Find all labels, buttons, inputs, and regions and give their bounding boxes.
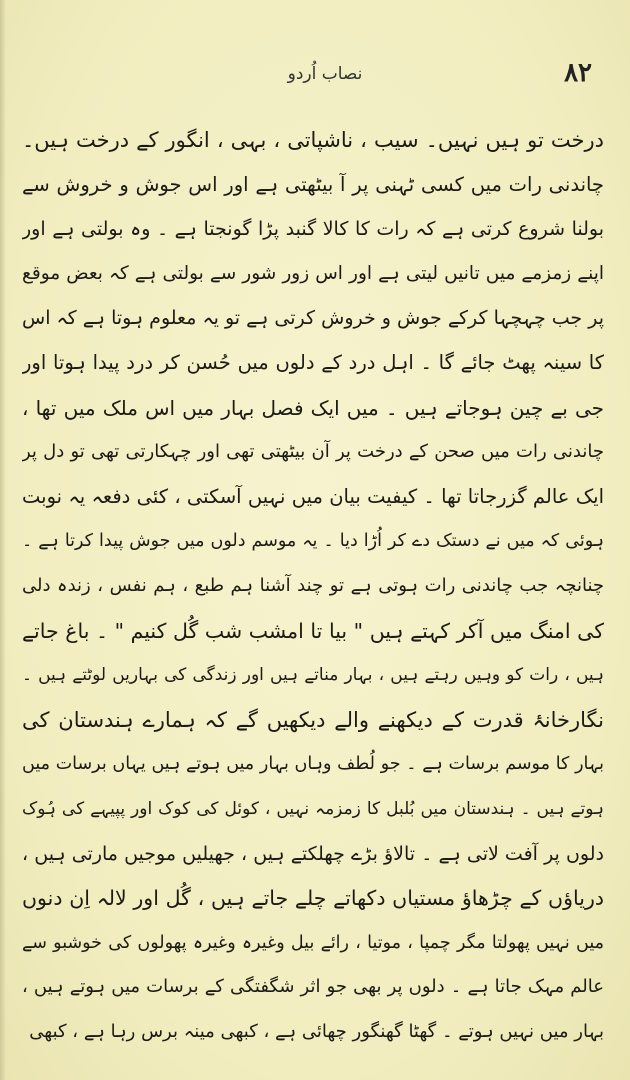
text-line: چاندنی رات میں کسی ٹہنی پر آ بیٹھتی ہے اور اس جوش و خروش سے (22, 172, 604, 196)
text-line: بہار میں نہیں ہوتے ۔ گھٹا گھنگور چھائی ہے ، کبھی مینہ برس رہا ہے ، کبھی (29, 1020, 604, 1042)
page-number: ۸۲ (564, 58, 592, 88)
page-edge-shadow (0, 0, 6, 1080)
page-header (40, 58, 610, 98)
text-line: نگارخانۂ قدرت کے دیکھنے والے دیکھیں گے کہ ہمارے ہندستان کی (22, 707, 604, 732)
text-line: پر جب چہچہا کرکے جوش و خروش کرتی ہے تو یہ معلوم ہوتا ہے کہ اس (22, 307, 604, 330)
text-line: کی امنگ میں آکر کہتے ہیں " بیا تا امشب شب گُل کنیم " ۔ باغ جاتے (22, 618, 604, 643)
text-line: کا سینہ پھٹ جائے گا ۔ اہل درد کے دلوں میں حُسن کر درد پیدا ہوتا اور (22, 350, 604, 374)
text-line: میں نہیں پھولتا مگر چمپا ، موتیا ، رائے بیل وغیرہ وغیرہ پھولوں کی خوشبو سے (22, 932, 604, 953)
text-line: ایک عالم گزرجاتا تھا ۔ کیفیت بیان میں نہیں آسکتی ، کئی دفعہ یہ نوبت (22, 484, 604, 508)
text-line: چاندنی رات میں صحن کے درخت پر آن بیٹھتی تھی اور چہکارتی تھی تو دل پر (22, 441, 604, 463)
text-line: عالم مہک جاتا ہے ۔ دلوں پر بھی جو اثر شگفتگی کے برسات میں ہوتے ہیں ، (22, 976, 604, 998)
text-line: دریاؤں کے چڑھاؤ مستیاں دکھاتے چلے جاتے ہیں ، گُل اور لالہ اِن دنوں (22, 886, 604, 911)
text-line: بولنا شروع کرتی ہے کہ رات کا کالا گنبد پڑا گونجتا ہے ۔ وہ بولتی ہے اور (22, 218, 604, 241)
text-line: درخت تو ہیں نہیں۔ سیب ، ناشپاتی ، بہی ، انگور کے درخت ہیں۔ (22, 128, 604, 152)
text-line: ہوئی کہ میں نے دستک دے کر اُڑا دیا ۔ یہ موسم دلوں میں جوش پیدا کرتا ہے ۔ (22, 531, 604, 552)
body-text (22, 118, 604, 1054)
text-line: بہار کا موسم برسات ہے ۔ جو لُطف وہاں بہار میں ہوتے ہیں یہاں برسات میں (22, 754, 604, 775)
text-line: اپنے زمزمے میں تانیں لیتی ہے اور اس زور شور سے بولتی ہے کہ بعض موقع (22, 262, 604, 284)
text-line: دلوں پر آفت لاتی ہے ۔ تالاؤ بڑے چھلکتے ہیں ، جھیلیں موجیں مارتی ہیں ، (22, 842, 604, 865)
text-line: ہوتے ہیں ۔ ہندستان میں بُلبل کا زمزمہ نہیں ، کوئل کی کوک اور پپیہے کی ہُوک (22, 798, 604, 819)
text-line: ہیں ، رات کو وہیں رہتے ہیں ، بہار مناتے ہیں اور زندگی کی بہاریں لوٹتے ہیں ۔ (22, 665, 604, 686)
text-line: جی بے چین ہوجاتے ہیں ۔ میں ایک فصل بہار میں اس ملک میں تھا ، (22, 395, 604, 420)
text-line: چنانچہ جب چاندنی رات ہوتی ہے تو چند آشنا ہم طبع ، ہم نفس ، زندہ دلی (22, 574, 604, 596)
running-title: نصاب اُردو (287, 64, 363, 84)
